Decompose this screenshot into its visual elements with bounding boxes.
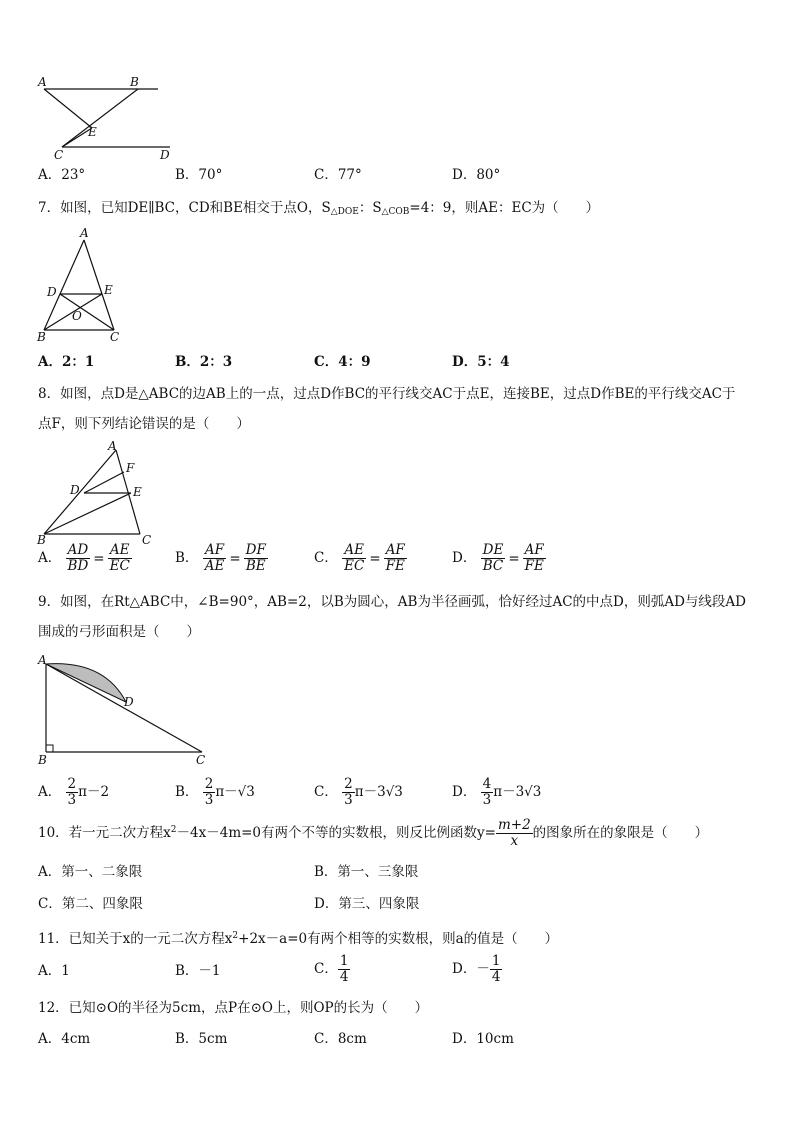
fig6-label-b: B xyxy=(130,75,139,89)
q10-option-d: D．第三、四象限 xyxy=(314,896,420,912)
q8-option-d: D． $\frac{DE}{BC}$ = $\frac{AF}{FE}$ xyxy=(452,542,544,574)
q8-option-c: C． $\frac{AE}{EC}$ = $\frac{AF}{FE}$ xyxy=(314,542,405,574)
fig8-label-c: C xyxy=(142,533,152,546)
fig6-label-d: D xyxy=(160,148,170,162)
q9-option-a: A． $\frac{2}{3}$ π－2 xyxy=(38,776,110,808)
q12-option-b: B．5cm xyxy=(175,1031,228,1047)
q9-option-b: B． $\frac{2}{3}$ π－√3 xyxy=(175,776,255,808)
q6-option-b: B．70° xyxy=(175,167,223,183)
q9-figure xyxy=(34,650,214,768)
fig9-label-c: C xyxy=(196,753,206,767)
q10-option-b: B．第一、三象限 xyxy=(314,864,419,880)
q8-figure xyxy=(34,438,164,546)
q11-option-c: C． $\frac{1}{4}$ xyxy=(314,953,349,985)
fig6-label-a: A xyxy=(38,75,47,89)
fig8-label-f: F xyxy=(126,461,135,475)
fig7-label-c: C xyxy=(110,330,120,344)
q8-option-a: A． $\frac{AD}{BD}$ = $\frac{AE}{EC}$ xyxy=(38,542,130,574)
q9-stem-line2: 围成的弓形面积是（ ） xyxy=(38,624,200,640)
q10-option-c: C．第二、四象限 xyxy=(38,896,143,912)
fig9-label-a: A xyxy=(38,653,47,667)
fig7-label-d: D xyxy=(47,285,57,299)
fig8-label-a: A xyxy=(108,439,117,453)
fig9-label-b: B xyxy=(38,753,47,767)
q12-option-d: D．10cm xyxy=(452,1031,514,1047)
q7-stem: 7．如图，已知DE∥BC，CD和BE相交于点O，$S_{\triangle DOE}$：$S_{\triangle COB}=4$：9，则AE：EC为（ ） xyxy=(38,200,600,217)
q10-option-a: A．第一、二象限 xyxy=(38,864,143,880)
q7-option-a: A．2：1 xyxy=(38,354,95,370)
q6-option-c: C．77° xyxy=(314,167,362,183)
q8-stem-line2: 点F，则下列结论错误的是（ ） xyxy=(38,416,250,432)
fig7-label-o: O xyxy=(72,309,82,323)
q6-option-d: D．80° xyxy=(452,167,501,183)
fig9-label-d: D xyxy=(124,695,134,709)
fig7-label-b: B xyxy=(37,330,46,344)
q11-option-b: B．－1 xyxy=(175,963,221,979)
q11-option-a: A．1 xyxy=(38,963,70,979)
q8-option-b: B． $\frac{AF}{AE}$ = $\frac{DF}{BE}$ xyxy=(175,542,266,574)
q9-stem-line1: 9．如图，在Rt△ABC中，∠B=90°，AB=2，以B为圆心，AB为半径画弧，恰好经过AC的中点D，则弧AD与线段AD xyxy=(38,594,746,610)
q12-stem: 12．已知⊙O的半径为5cm，点P在⊙O上，则OP的长为（ ） xyxy=(38,1000,429,1016)
q9-option-d: D． $\frac{4}{3}$ π－3√3 xyxy=(452,776,542,808)
q7-option-b: B．2：3 xyxy=(175,354,233,370)
q12-option-c: C．8cm xyxy=(314,1031,367,1047)
q6-figure xyxy=(34,72,174,162)
q7-option-d: D．5：4 xyxy=(452,354,510,370)
fig6-label-e: E xyxy=(88,125,97,139)
q10-stem: 10．若一元二次方程$x^2-4x-4m=0$有两个不等的实数根，则反比例函数y= $\frac{m+2}{x}$ 的图象所在的象限是（ ） xyxy=(38,817,709,849)
fig7-label-a: A xyxy=(80,226,89,240)
q6-option-a: A．23° xyxy=(38,167,86,183)
fig6-label-c: C xyxy=(54,148,64,162)
q11-stem: 11．已知关于x的一元二次方程$x^2+2x-a=0$有两个相等的实数根，则a的值是（ ） xyxy=(38,931,559,947)
q11-option-d: D．－ $\frac{1}{4}$ xyxy=(452,953,501,985)
fig8-label-d: D xyxy=(70,483,80,497)
q9-option-c: C． $\frac{2}{3}$ π－3√3 xyxy=(314,776,403,808)
fig8-label-b: B xyxy=(37,533,46,546)
q7-figure xyxy=(34,226,134,346)
q8-stem-line1: 8．如图，点D是△ABC的边AB上的一点，过点D作BC的平行线交AC于点E，连接BE，过点D作BE的平行线交AC于 xyxy=(38,386,736,402)
fig7-label-e: E xyxy=(104,283,113,297)
q12-option-a: A．4cm xyxy=(38,1031,91,1047)
q7-option-c: C．4：9 xyxy=(314,354,371,370)
fig8-label-e: E xyxy=(133,485,142,499)
